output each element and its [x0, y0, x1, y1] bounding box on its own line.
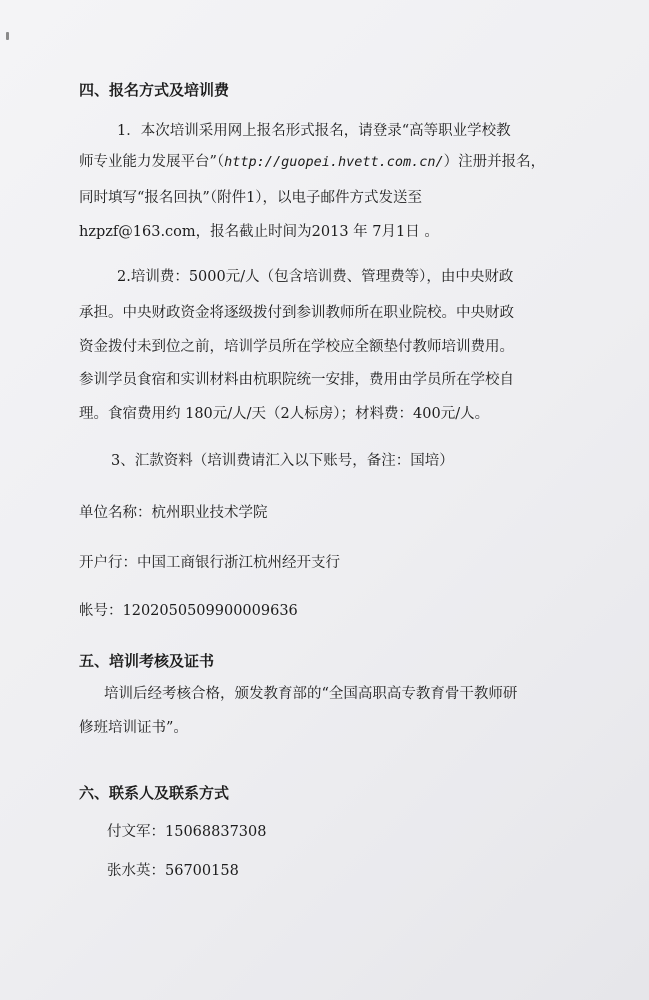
section-4-heading: 四、报名方式及培训费 — [79, 81, 230, 99]
s4-p2-line5: 理。食宿费用约 180元/人/天（2人标房）；材料费：400元/人。 — [79, 406, 490, 422]
s4-p1-line2 — [79, 152, 545, 172]
contact-item: 付文军：15068837308 — [107, 824, 267, 840]
bank-branch: 开户行：中国工商银行浙江杭州经开支行 — [79, 555, 340, 571]
section-6-heading: 六、联系人及联系方式 — [79, 784, 230, 802]
s5-p-line2: 修班培训证书”。 — [79, 720, 188, 736]
s4-p1-line1: 1．本次培训采用网上报名形式报名，请登录“高等职业学校教 — [117, 123, 511, 139]
s5-p-line1: 培训后经考核合格，颁发教育部的“全国高职高专教育骨干教师研 — [104, 686, 518, 702]
s4-p2-line3: 资金拨付未到位之前，培训学员所在学校应全额垫付教师培训费用。 — [79, 339, 514, 355]
s4-p1-line2-text-b: ）注册并报名， — [443, 154, 546, 170]
s4-p1-line2-text-a: 师专业能力发展平台”（ — [79, 154, 225, 170]
s4-p2-line4: 参训学员食宿和实训材料由杭职院统一安排，费用由学员所在学校自 — [79, 372, 514, 388]
s4-p2-line2: 承担。中央财政资金将逐级拨付到参训教师所在职业院校。中央财政 — [79, 305, 514, 321]
scan-mark — [6, 32, 9, 40]
s4-p1-line4: hzpzf@163.com，报名截止时间为2013 年 7月1日 。 — [79, 224, 439, 240]
s4-p1-line3: 同时填写“报名回执”（附件1），以电子邮件方式发送至 — [79, 190, 423, 206]
s4-p3: 3、汇款资料（培训费请汇入以下账号，备注：国培） — [111, 453, 454, 469]
bank-unit-name: 单位名称：杭州职业技术学院 — [79, 505, 268, 521]
section-5-heading: 五、培训考核及证书 — [79, 652, 215, 670]
registration-url: http://guopei.hvett.com.cn/ — [224, 154, 444, 170]
bank-account: 帐号：1202050509900009636 — [79, 603, 298, 619]
s4-p2-line1: 2.培训费：5000元/人（包含培训费、管理费等），由中央财政 — [117, 269, 514, 285]
contact-item: 张水英：56700158 — [107, 863, 239, 879]
